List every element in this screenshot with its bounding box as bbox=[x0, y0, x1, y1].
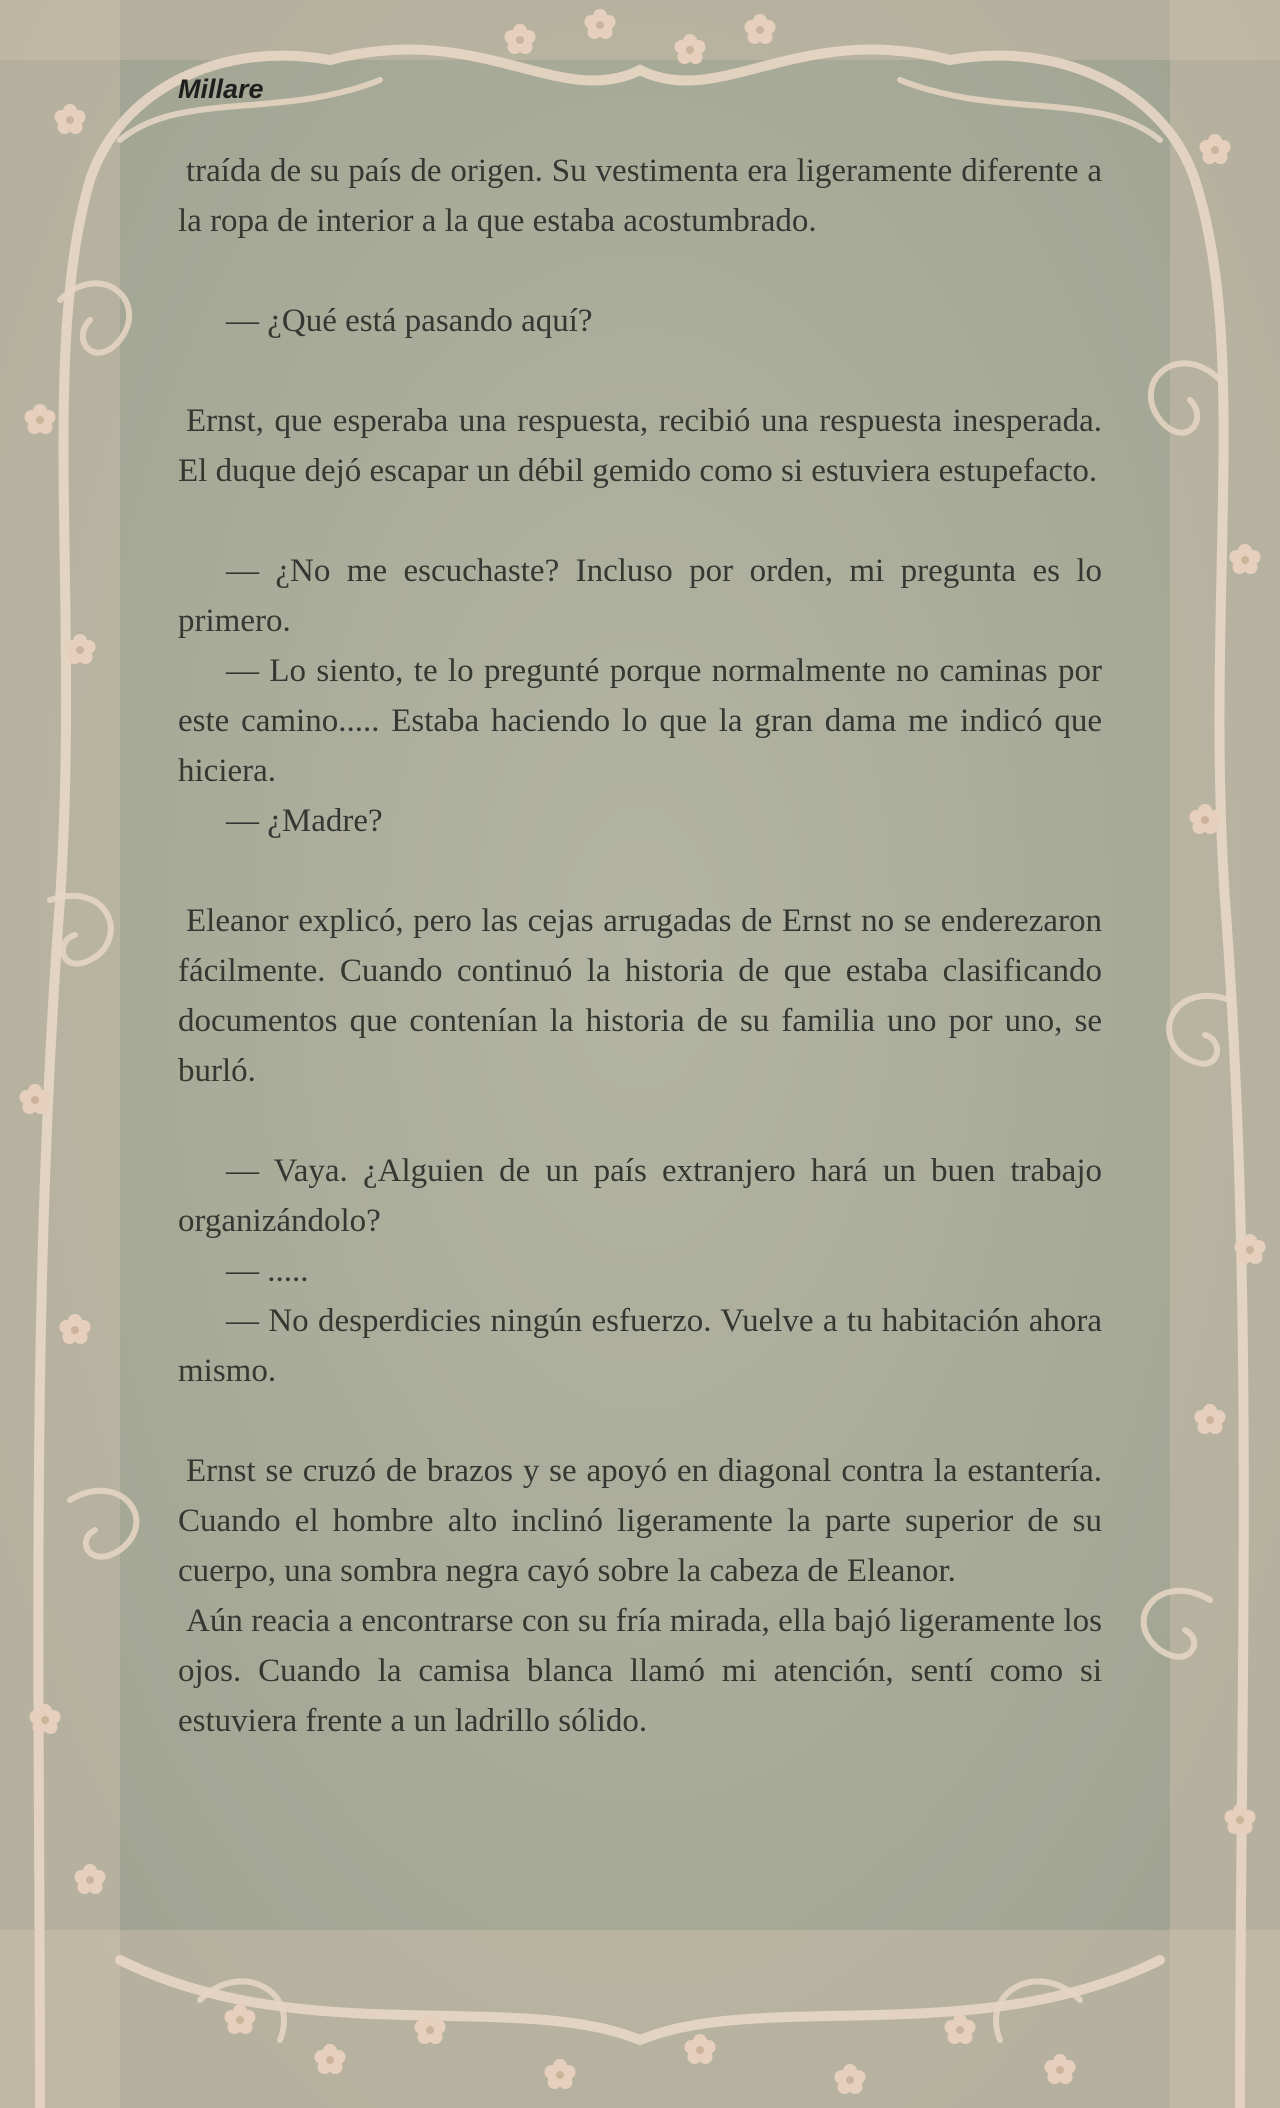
paragraph-narration: traída de su país de origen. Su vestimenta era ligeramente diferente a la ropa de interior a la que estaba acostumbrado. bbox=[178, 153, 1102, 239]
paragraph-narration: Eleanor explicó, pero las cejas arrugadas de Ernst no se enderezaron fácilmente. Cuando continuó la historia de que estaba clasificando documentos que contenían la historia de su familia uno por uno, se burló. bbox=[178, 903, 1102, 1089]
paragraph-narration: Ernst, que esperaba una respuesta, recibió una respuesta inesperada. El duque dejó escapar un débil gemido como si estuviera estupefacto. bbox=[178, 403, 1102, 489]
paragraph-dialogue: — ¿No me escuchaste? Incluso por orden, mi pregunta es lo primero. bbox=[178, 553, 1102, 639]
paragraph-narration: Aún reacia a encontrarse con su fría mirada, ella bajó ligeramente los ojos. Cuando la camisa blanca llamó mi atención, sentí como si estuviera frente a un ladrillo sólido. bbox=[178, 1603, 1102, 1739]
paragraph-dialogue: — Vaya. ¿Alguien de un país extranjero hará un buen trabajo organizándolo? bbox=[178, 1153, 1102, 1239]
author-header: Millare bbox=[178, 74, 264, 104]
body-text bbox=[178, 146, 1102, 1746]
paragraph-dialogue: — Lo siento, te lo pregunté porque normalmente no caminas por este camino..... Estaba haciendo lo que la gran dama me indicó que hiciera. bbox=[178, 653, 1102, 789]
paragraph-dialogue: — ¿Madre? bbox=[226, 803, 383, 839]
paragraph-dialogue: — ..... bbox=[226, 1253, 309, 1289]
paragraph-dialogue: — No desperdicies ningún esfuerzo. Vuelve a tu habitación ahora mismo. bbox=[178, 1303, 1102, 1389]
paragraph-dialogue: — ¿Qué está pasando aquí? bbox=[226, 303, 593, 339]
paragraph-narration: Ernst se cruzó de brazos y se apoyó en diagonal contra la estantería. Cuando el hombre alto inclinó ligeramente la parte superior de su cuerpo, una sombra negra cayó sobre la cabeza de Eleanor. bbox=[178, 1453, 1102, 1589]
